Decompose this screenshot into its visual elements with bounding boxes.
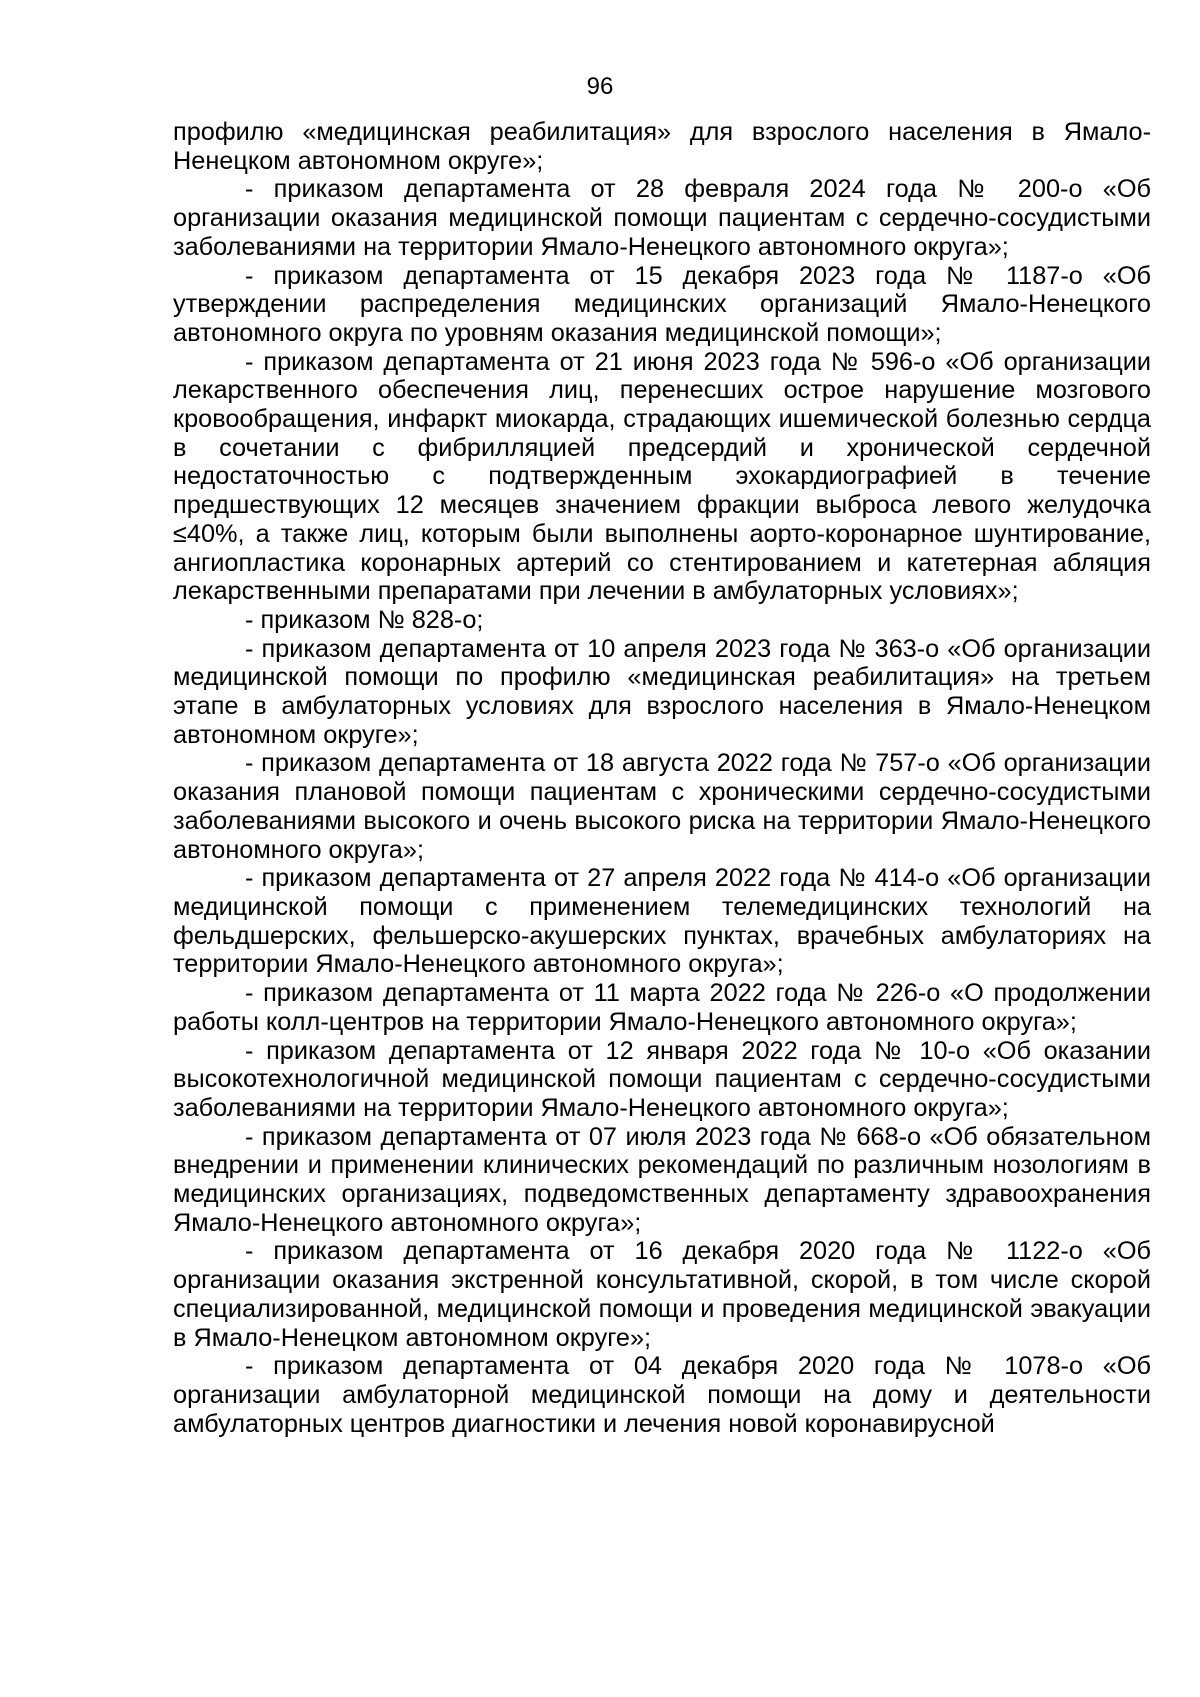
list-item-order-828: - приказом № 828-о; xyxy=(245,605,484,634)
list-item-order-414: - приказом департамента от 27 апреля 2022 года № 414-о «Об организации медицинской помощи с применением телемедицинских технологий на фельдшерских, фельшерско-акушерских пунктах, врачебных амбулаториях на территории Ямало-Ненецкого автономного округа»; xyxy=(173,864,1151,979)
list-item-order-1122: - приказом департамента от 16 декабря 2020 года № 1122-о «Об организации оказания экстренной консультативной, скорой, в том числе скорой специализированной, медицинской помощи и проведения медицинской эвакуации в Ямало-Ненецком автономном округе»; xyxy=(173,1237,1151,1352)
list-item-order-10: - приказом департамента от 12 января 2022 года № 10-о «Об оказании высокотехнологичной медицинской помощи пациентам с сердечно-сосудистыми заболеваниями на территории Ямало-Ненецкого автономного округа»; xyxy=(173,1036,1151,1122)
document-body xyxy=(173,118,1151,1438)
list-item-order-757: - приказом департамента от 18 августа 2022 года № 757-о «Об организации оказания плановой помощи пациентам с хроническими сердечно-сосудистыми заболеваниями высокого и очень высокого риска на территории Ямало-Ненецкого автономного округа»; xyxy=(173,749,1151,864)
page-number: 96 xyxy=(586,73,614,100)
list-item-order-200: - приказом департамента от 28 февраля 2024 года № 200-о «Об организации оказания медицинской помощи пациентам с сердечно-сосудистыми заболеваниями на территории Ямало-Ненецкого автономного округа»; xyxy=(173,175,1151,261)
paragraph-continuation: профилю «медицинская реабилитация» для взрослого населения в Ямало-Ненецком автономном округе»; xyxy=(173,118,1151,175)
list-item-order-668: - приказом департамента от 07 июля 2023 года № 668-о «Об обязательном внедрении и применении клинических рекомендаций по различным нозологиям в медицинских организациях, подведомственных департаменту здравоохранения Ямало-Ненецкого автономного округа»; xyxy=(173,1122,1151,1237)
list-item-order-363: - приказом департамента от 10 апреля 2023 года № 363-о «Об организации медицинской помощи по профилю «медицинская реабилитация» на третьем этапе в амбулаторных условиях для взрослого населения в Ямало-Ненецком автономном округе»; xyxy=(173,634,1151,749)
list-item-order-226: - приказом департамента от 11 марта 2022 года № 226-о «О продолжении работы колл-центров на территории Ямало-Ненецкого автономного округа»; xyxy=(173,979,1151,1036)
list-item-order-596: - приказом департамента от 21 июня 2023 года № 596-о «Об организации лекарственного обеспечения лиц, перенесших острое нарушение мозгового кровообращения, инфаркт миокарда, страдающих ишемической болезнью сердца в сочетании с фибрилляцией предсердий и хронической сердечной недостаточностью с подтвержденным эхокардиографией в течение предшествующих 12 месяцев значением фракции выброса левого желудочка ≤40%, а также лиц, которым были выполнены аорто-коронарное шунтирование, ангиопластика коронарных артерий со стентированием и катетерная абляция лекарственными препаратами при лечении в амбулаторных условиях»; xyxy=(173,347,1151,606)
list-item-order-1078: - приказом департамента от 04 декабря 2020 года № 1078-о «Об организации амбулаторной медицинской помощи на дому и деятельности амбулаторных центров диагностики и лечения новой коронавирусной xyxy=(173,1352,1151,1438)
list-item-order-1187: - приказом департамента от 15 декабря 2023 года № 1187-о «Об утверждении распределения медицинских организаций Ямало-Ненецкого автономного округа по уровням оказания медицинской помощи»; xyxy=(173,261,1151,347)
